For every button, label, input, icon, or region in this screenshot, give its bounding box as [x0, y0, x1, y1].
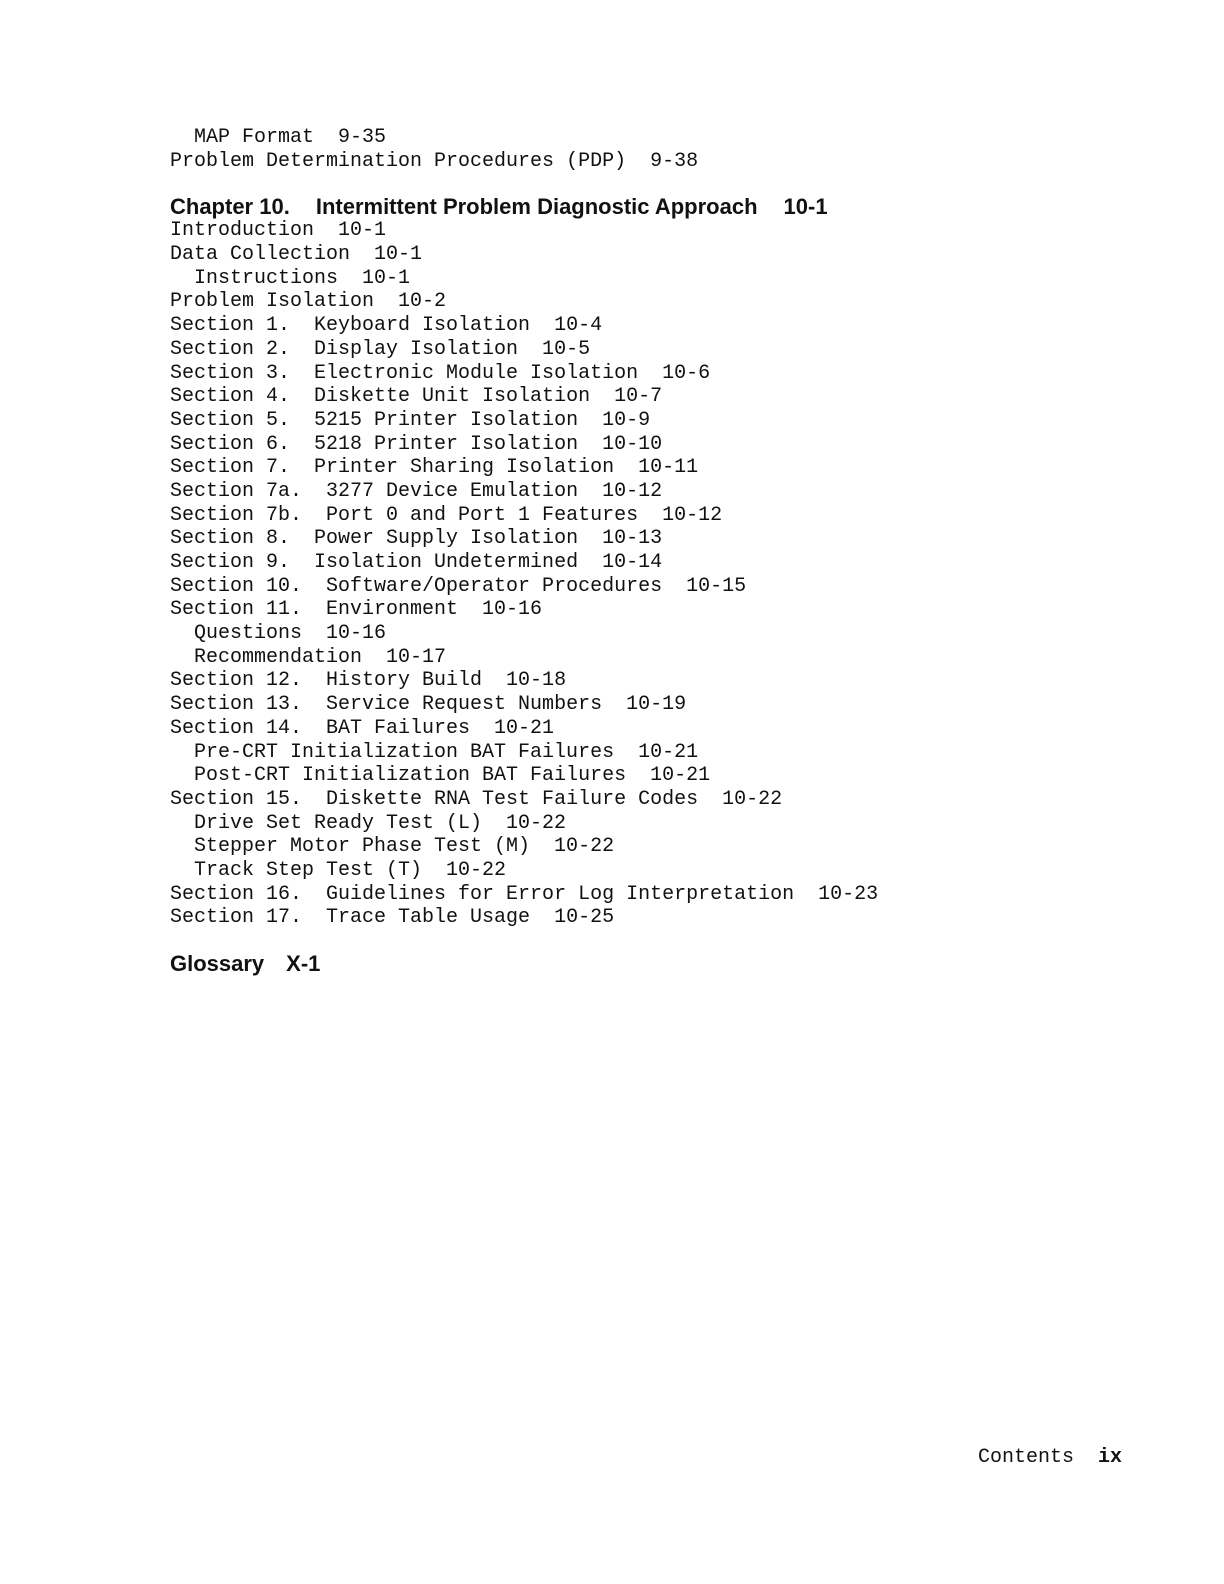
glossary-page: X-1	[286, 951, 321, 976]
footer-label: Contents	[978, 1446, 1075, 1469]
toc-entry: Section 5. 5215 Printer Isolation 10-9	[170, 408, 651, 432]
toc-entry: Section 13. Service Request Numbers 10-19	[170, 693, 687, 717]
toc-entry: Section 3. Electronic Module Isolation 10-6	[170, 361, 711, 385]
toc-entry: Post-CRT Initialization BAT Failures 10-21	[194, 764, 711, 788]
toc-entry: Problem Isolation 10-2	[170, 290, 447, 314]
toc-entry: Section 9. Isolation Undetermined 10-14	[170, 551, 663, 574]
toc-entry: Pre-CRT Initialization BAT Failures 10-21	[194, 740, 699, 764]
toc-entry: Section 7. Printer Sharing Isolation 10-11	[170, 456, 699, 480]
chapter-page: 10-1	[783, 194, 828, 220]
toc-entry: Section 11. Environment 10-16	[170, 598, 543, 622]
toc-entry: Section 4. Diskette Unit Isolation 10-7	[170, 385, 663, 409]
toc-entry: Drive Set Ready Test (L) 10-22	[194, 811, 567, 835]
chapter-label: Chapter 10.	[170, 194, 290, 220]
toc-entry: Problem Determination Procedures (PDP) 9-38	[170, 149, 699, 173]
chapter-heading	[170, 195, 1070, 219]
toc-entry: Section 14. BAT Failures 10-21	[170, 716, 555, 740]
toc-entry: Section 1. Keyboard Isolation 10-4	[170, 314, 603, 338]
toc-entry: Track Step Test (T) 10-22	[194, 858, 507, 882]
toc-entry: Section 2. Display Isolation 10-5	[170, 337, 591, 361]
toc-entry: Section 6. 5218 Printer Isolation 10-10	[170, 432, 663, 456]
toc-entry: Section 10. Software/Operator Procedures 10-15	[170, 574, 747, 598]
toc-entry: MAP Format 9-35	[194, 126, 387, 149]
toc-entry: Recommendation 10-17	[194, 645, 447, 669]
toc-entry: Section 17. Trace Table Usage 10-25	[170, 906, 615, 930]
toc-entry: Section 7a. 3277 Device Emulation 10-12	[170, 479, 663, 503]
toc-entry: Questions 10-16	[194, 622, 387, 646]
toc-entry: Introduction 10-1	[170, 219, 387, 243]
table-of-contents	[170, 126, 1070, 976]
page-number: ix	[1098, 1446, 1123, 1469]
toc-entry: Stepper Motor Phase Test (M) 10-22	[194, 835, 615, 859]
toc-entry: Section 16. Guidelines for Error Log Interpretation 10-23	[170, 882, 879, 906]
toc-entry: Section 15. Diskette RNA Test Failure Codes 10-22	[170, 787, 783, 811]
toc-entry: Section 12. History Build 10-18	[170, 669, 567, 693]
toc-entry: Instructions 10-1	[194, 266, 411, 290]
toc-entry: Section 7b. Port 0 and Port 1 Features 10-12	[170, 503, 723, 527]
glossary-heading	[170, 952, 1070, 976]
toc-entry: Data Collection 10-1	[170, 243, 423, 267]
toc-entry: Section 8. Power Supply Isolation 10-13	[170, 527, 663, 551]
glossary-title: Glossary	[170, 951, 265, 976]
chapter-title: Intermittent Problem Diagnostic Approach	[315, 194, 758, 220]
page-footer	[978, 1446, 1122, 1470]
